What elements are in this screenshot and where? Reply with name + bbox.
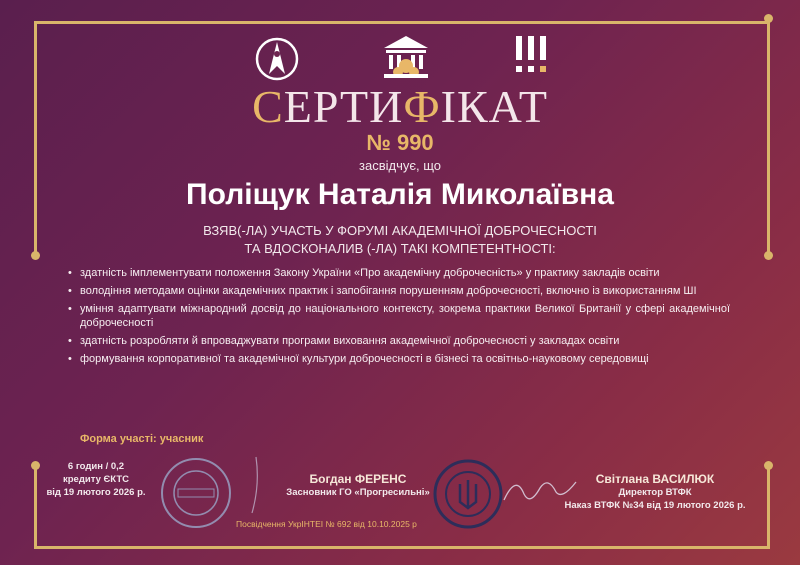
round-stamp-icon (158, 455, 234, 531)
signer-2 (540, 472, 770, 512)
participation-text (0, 222, 800, 258)
signer-1-role: Засновник ГО «Прогресильні» (286, 487, 430, 498)
signer-2-order: Наказ ВТФК №34 від 19 лютого 2026 р. (564, 500, 746, 511)
recipient-name: Поліщук Наталія Миколаївна (186, 178, 614, 211)
participation-line-1: ВЗЯВ(-ЛА) УЧАСТЬ У ФОРУМІ АКАДЕМІЧНОЇ ДОБРОЧЕСНОСТІ (203, 223, 597, 238)
competency-item: • володіння методами оцінки академічних практик і запобігання порушенням доброчесності, включно із використанням ШІ (66, 284, 730, 298)
exclamation-logo-icon (514, 36, 550, 78)
title-letter-accent: Ф (403, 81, 441, 132)
university-building-logo-icon (378, 32, 434, 82)
frame-top-line (34, 21, 770, 24)
credits-block (36, 460, 156, 499)
credits-hours: 6 годин / 0,2 (67, 461, 125, 472)
competencies-list (66, 266, 730, 370)
frame-dot-topright (764, 14, 773, 23)
trident-stamp-icon (432, 458, 504, 530)
competency-item: • формування корпоративної та академічної культури доброчесності в бізнесі та освітньо-науковому середовищі (66, 352, 730, 366)
credits-ects: кредиту ЄКТС (63, 474, 129, 485)
logo-row (0, 36, 800, 86)
competency-item: • здатність розробляти й впроваджувати програми виховання академічної доброчесності у закладах освіти (66, 334, 730, 348)
competency-item: • уміння адаптувати міжнародний досвід до національного контексту, зокрема практики Великої Британії у сфері академічної доброчесності (66, 302, 730, 330)
competency-item: • здатність імплементувати положення Закону України «Про академічну доброчесність» у практику закладів освіти (66, 266, 730, 280)
title-letter-accent: С (252, 81, 284, 132)
credits-date: від 19 лютого 2026 р. (46, 487, 146, 498)
title-part: ЕРТИ (283, 81, 404, 132)
signer-1 (258, 472, 458, 499)
participation-line-2: ТА ВДОСКОНАЛИВ (-ЛА) ТАКІ КОМПЕТЕНТНОСТІ: (244, 241, 556, 256)
frame-bottom-line (34, 546, 770, 549)
title-part: ІКАТ (440, 81, 548, 132)
signer-2-role: Директор ВТФК (618, 487, 692, 498)
compass-logo-icon (254, 36, 300, 82)
certificate-title (0, 80, 800, 133)
registration-text: Посвідчення УкрІНТЕІ № 692 від 10.10.2025 р (236, 519, 417, 529)
signer-2-name: Світлана ВАСИЛЮК (595, 472, 715, 486)
signer-1-name: Богдан ФЕРЕНС (309, 472, 407, 486)
form-of-participation: Форма участі: учасник (80, 433, 204, 445)
certificate-number: № 990 (366, 130, 434, 155)
certifies-text: засвідчує, що (359, 158, 441, 173)
frame-dot-right-lower (764, 461, 773, 470)
